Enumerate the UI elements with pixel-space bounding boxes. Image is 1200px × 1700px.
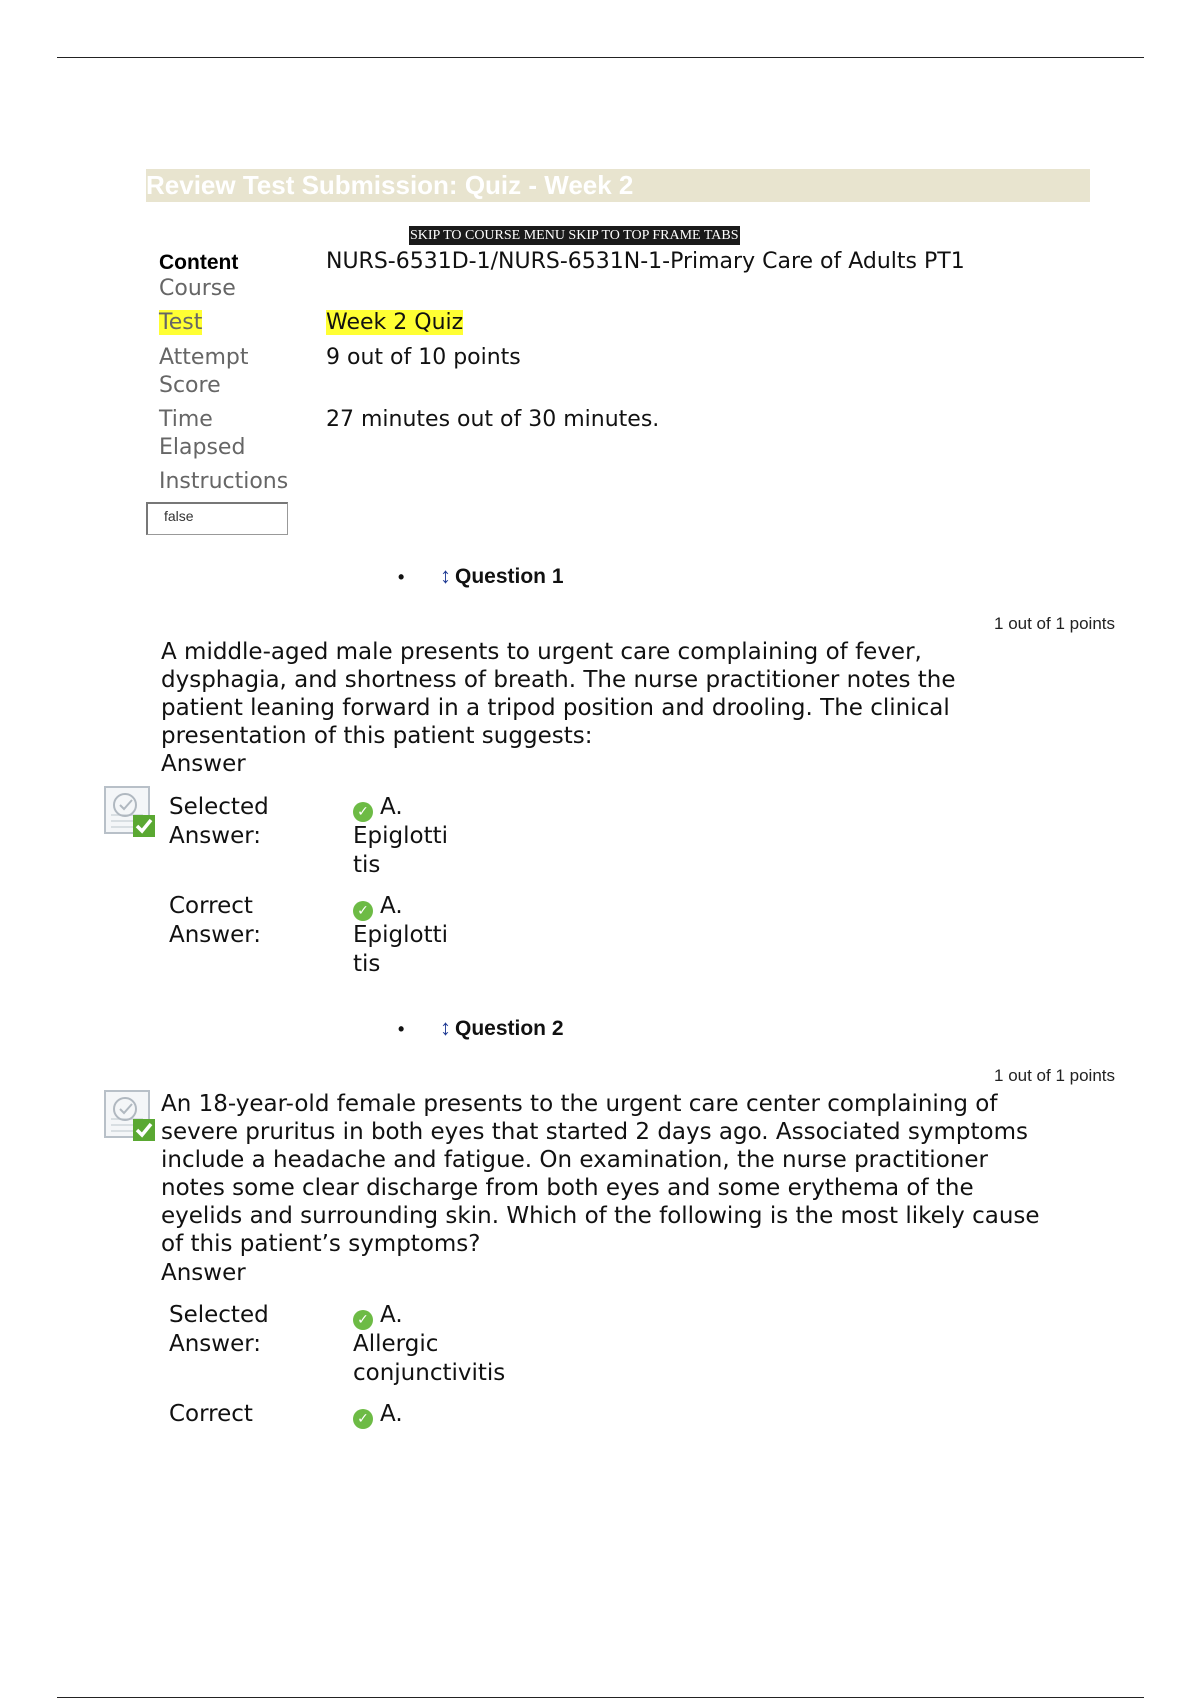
q1-selected-label-1: Selected	[169, 794, 269, 820]
q1-correct-answer	[353, 892, 543, 979]
question-1-bullet: •	[398, 567, 405, 587]
page-title: Review Test Submission: Quiz - Week 2	[146, 169, 1090, 202]
question-1-title: Question 1	[455, 565, 564, 588]
q2-selected-text-1: Allergic	[353, 1331, 439, 1357]
test-value-text: Week 2 Quiz	[326, 310, 464, 335]
question-2-title: Question 2	[455, 1017, 564, 1040]
q1-correct-label-2: Answer:	[169, 922, 262, 948]
question-1-answer-label: Answer	[161, 751, 246, 777]
graded-correct-icon	[103, 785, 157, 839]
top-rule	[57, 57, 1144, 58]
question-2-bullet: •	[398, 1019, 405, 1039]
q1-correct-text-2: tis	[353, 951, 381, 977]
content-label: Content	[159, 251, 239, 274]
question-2-points: 1 out of 1 points	[994, 1066, 1115, 1085]
question-1-header[interactable]	[398, 561, 564, 591]
q2-selected-label-2: Answer:	[169, 1331, 262, 1357]
test-value	[326, 309, 463, 337]
time-elapsed-value: 27 minutes out of 30 minutes.	[326, 407, 660, 432]
course-label: Course	[159, 276, 236, 301]
question-1-points: 1 out of 1 points	[994, 614, 1115, 633]
q1-correct-letter: A.	[380, 893, 403, 919]
q1-correct-text-1: Epiglotti	[353, 922, 449, 948]
time-label-1: Time	[159, 407, 213, 432]
time-label-2: Elapsed	[159, 435, 246, 460]
question-2-text: An 18-year-old female presents to the urgent care center complaining of severe pruritus in both eyes that started 2 days ago. Associated symptoms include a headache and fatigue. On examination, the nurse practitioner notes some clear discharge from both eyes and some erythema of the eyelids and surrounding skin. Which of the following is the most likely cause of this patient’s symptoms?	[161, 1091, 1040, 1257]
attempt-label-1: Attempt	[159, 345, 249, 370]
q2-correct-letter: A.	[380, 1401, 403, 1427]
q1-selected-text-2: tis	[353, 852, 381, 878]
question-2-answer-label: Answer	[161, 1260, 246, 1286]
q1-selected-text-1: Epiglotti	[353, 823, 449, 849]
q2-correct-answer	[353, 1400, 543, 1429]
check-circle-icon: ✓	[353, 802, 373, 822]
bottom-rule	[57, 1697, 1144, 1698]
test-label-text: Test	[159, 310, 203, 335]
graded-correct-icon	[103, 1089, 157, 1143]
q1-correct-label-1: Correct	[169, 893, 253, 919]
q1-selected-label-2: Answer:	[169, 823, 262, 849]
question-2-header[interactable]	[398, 1013, 564, 1043]
check-circle-icon: ✓	[353, 1310, 373, 1330]
q1-selected-answer	[353, 793, 543, 880]
q1-selected-letter: A.	[380, 794, 403, 820]
sort-arrow-icon[interactable]: ↕	[440, 563, 451, 588]
q2-selected-text-2: conjunctivitis	[353, 1360, 506, 1386]
sort-arrow-icon[interactable]: ↕	[440, 1015, 451, 1040]
q2-selected-letter: A.	[380, 1302, 403, 1328]
q2-selected-answer	[353, 1301, 613, 1388]
skip-links[interactable]: SKIP TO COURSE MENU SKIP TO TOP FRAME TABS	[410, 228, 739, 243]
q2-correct-label-1: Correct	[169, 1401, 253, 1427]
instructions-box: false	[146, 502, 288, 535]
check-circle-icon: ✓	[353, 1409, 373, 1429]
course-value: NURS-6531D-1/NURS-6531N-1-Primary Care of Adults PT1	[326, 249, 965, 274]
test-label	[159, 309, 319, 337]
question-1-text: A middle-aged male presents to urgent care complaining of fever, dysphagia, and shortness of breath. The nurse practitioner notes the patient leaning forward in a tripod position and drooling. The clinical presentation of this patient suggests:	[161, 639, 956, 749]
attempt-score-value: 9 out of 10 points	[326, 345, 521, 370]
check-circle-icon: ✓	[353, 901, 373, 921]
q2-selected-label-1: Selected	[169, 1302, 269, 1328]
instructions-label: Instructions	[159, 469, 289, 494]
attempt-label-2: Score	[159, 373, 221, 398]
